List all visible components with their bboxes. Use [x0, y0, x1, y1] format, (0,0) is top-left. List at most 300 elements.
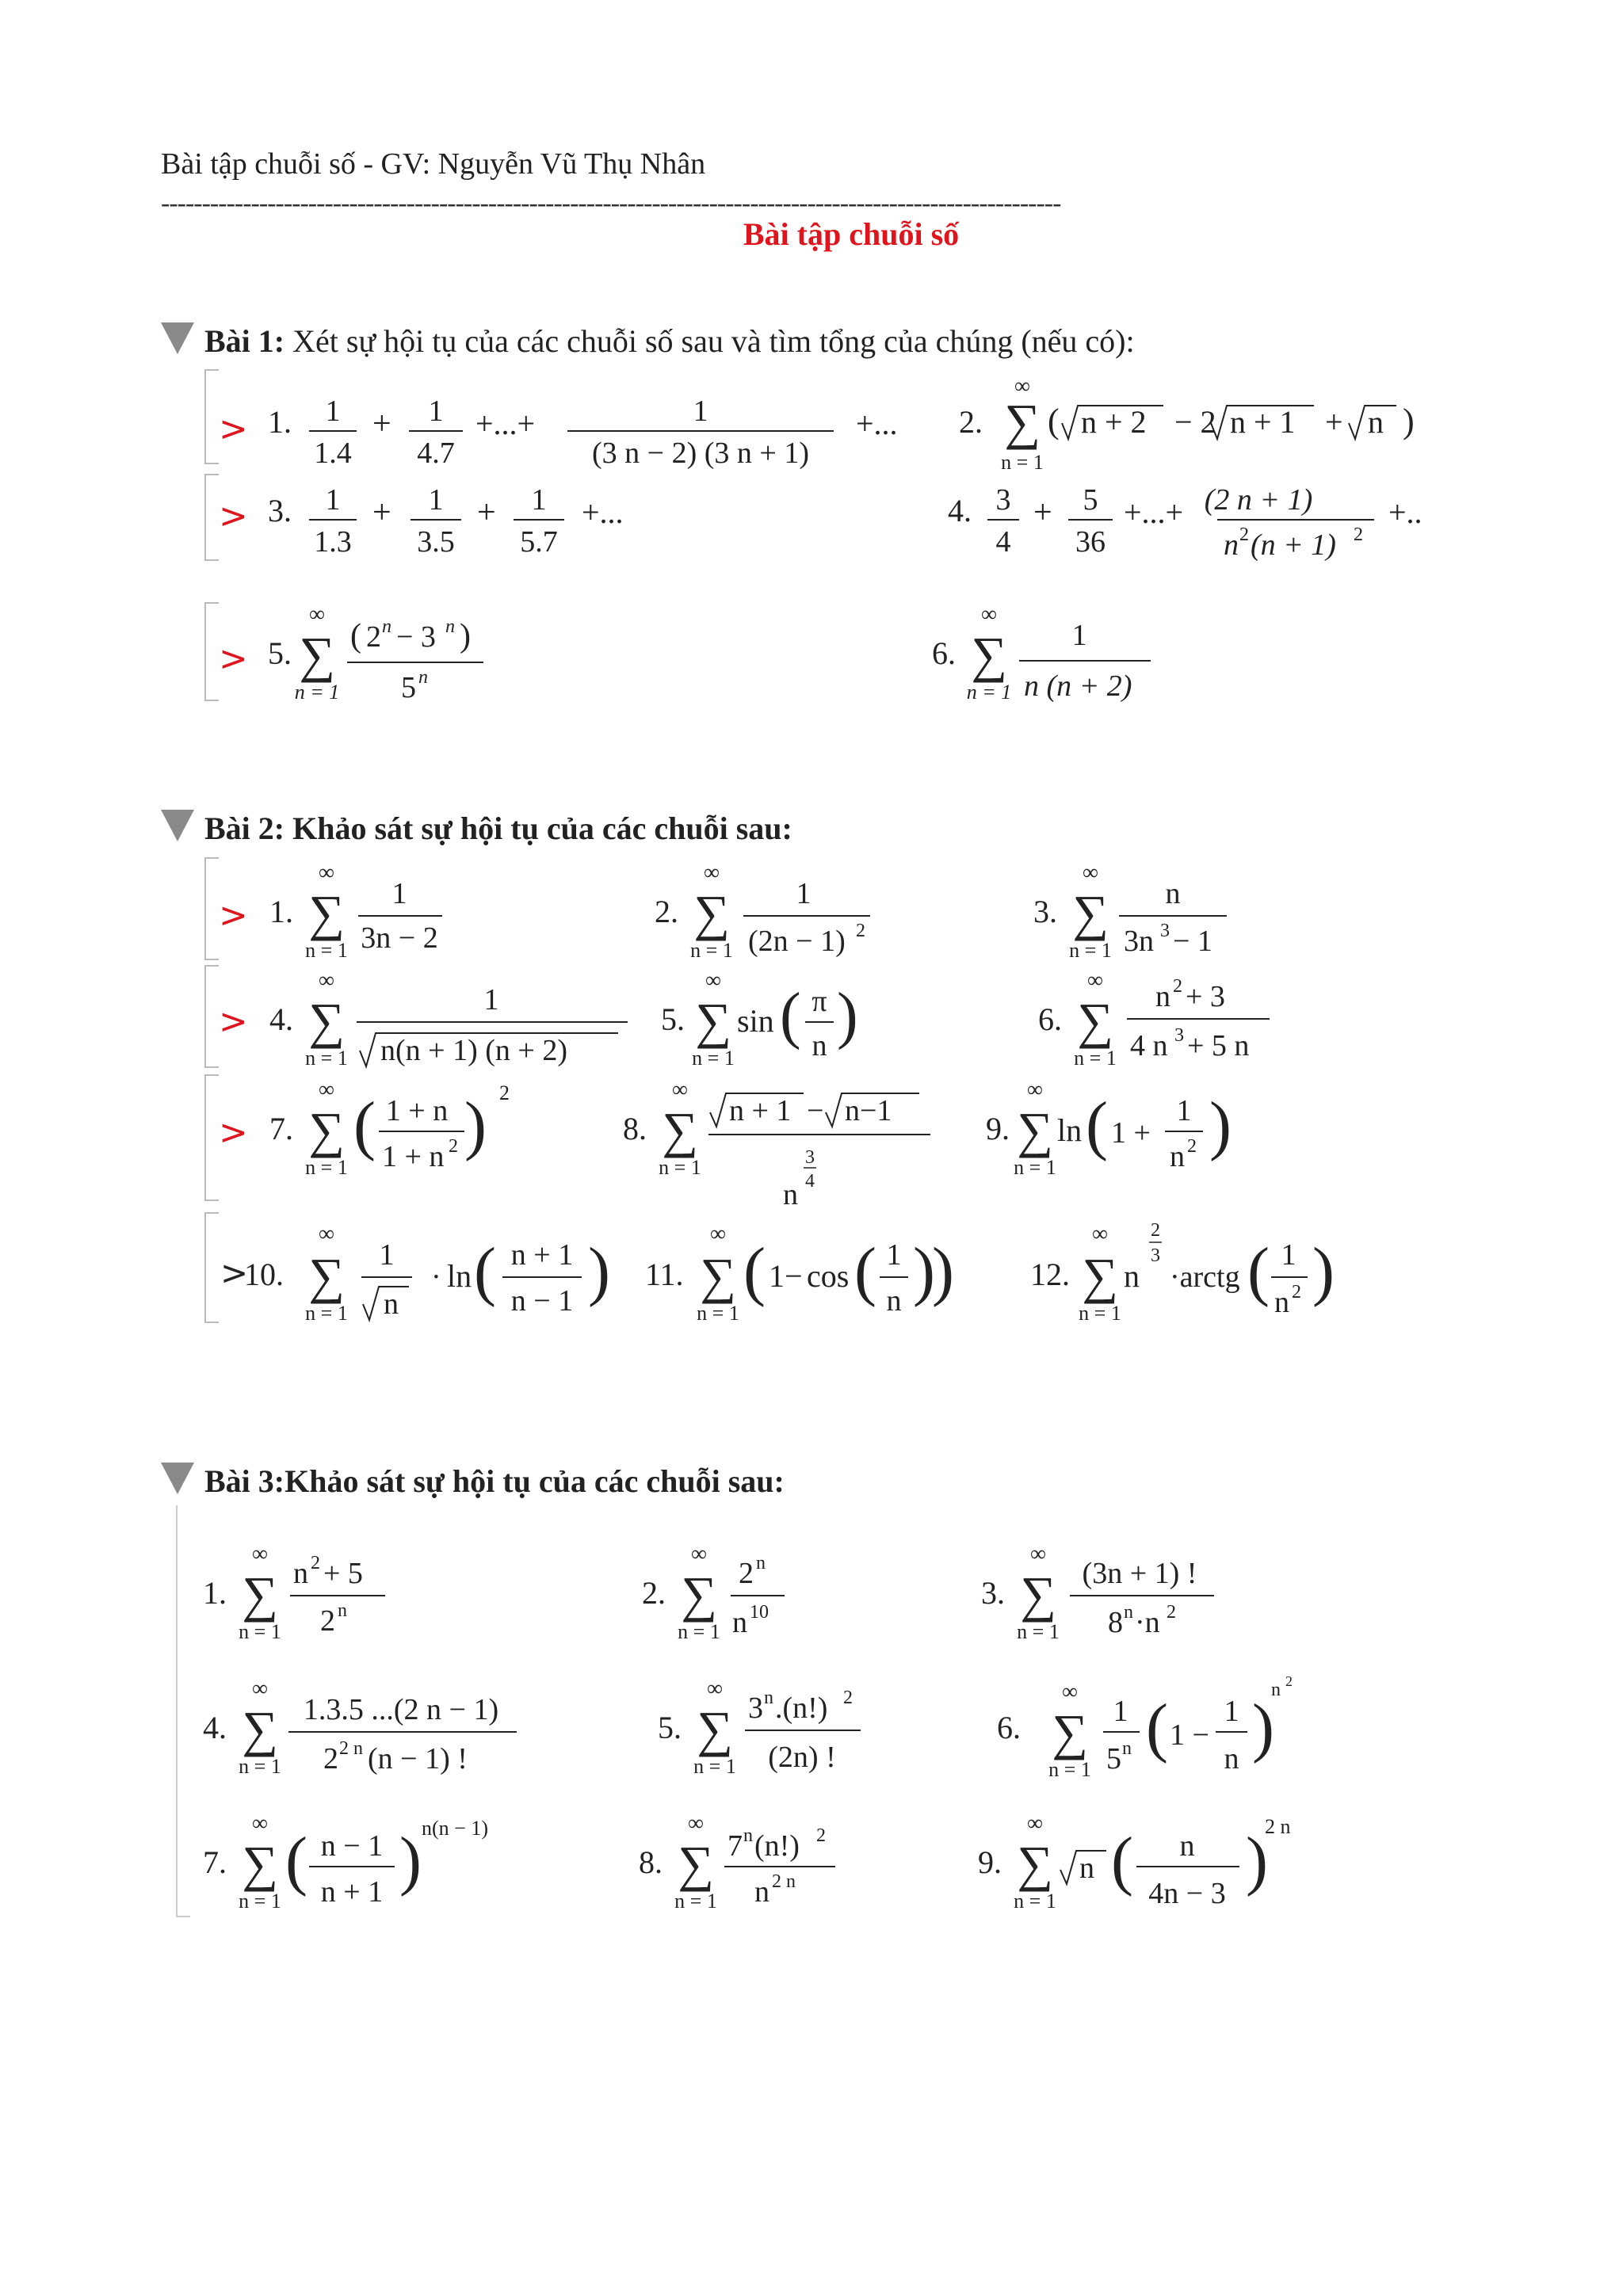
sum-lower-limit: n = 1	[692, 1047, 735, 1070]
exercise-number: 1.	[268, 404, 292, 440]
summation-sign: ∑	[695, 993, 731, 1049]
exercise-2-5	[661, 968, 867, 1074]
sum-lower-limit: n = 1	[678, 1620, 720, 1643]
summation-sign: ∑	[308, 1102, 345, 1158]
fraction-numerator: 1	[391, 877, 407, 910]
exponent: n	[445, 616, 455, 637]
sum-upper-limit: ∞	[704, 860, 720, 885]
paren-right: )	[932, 1234, 954, 1308]
function-name: cos	[807, 1258, 850, 1294]
sum-upper-limit: ∞	[710, 1222, 726, 1246]
fraction-numerator: 1	[428, 483, 444, 517]
denominator-part: n	[754, 1875, 769, 1909]
exercise-number: 2.	[655, 894, 678, 929]
sum-lower-limit: n = 1	[674, 1890, 717, 1913]
exponent: 2	[1187, 1136, 1197, 1157]
exercise-number: 3.	[1033, 894, 1057, 929]
fraction-denominator: n − 1	[510, 1284, 574, 1318]
sum-upper-limit: ∞	[691, 1542, 707, 1566]
function-name: ln	[447, 1258, 472, 1294]
numerator-part: 3	[748, 1691, 763, 1725]
radicand: n + 1	[1230, 404, 1296, 440]
one-plus: 1 +	[1111, 1116, 1151, 1150]
collapse-triangle-icon[interactable]	[161, 810, 194, 841]
exercise-3-7	[203, 1811, 520, 1925]
denominator-part: n	[732, 1606, 747, 1639]
summation-sign: ∑	[1020, 1566, 1056, 1623]
exercise-number: 3.	[268, 493, 292, 528]
fraction-numerator: 1	[1281, 1238, 1296, 1272]
exponent: n	[338, 1600, 347, 1621]
sum-upper-limit: ∞	[707, 1676, 723, 1701]
exponent: n	[756, 1553, 766, 1573]
sum-lower-limit: n = 1	[305, 1156, 348, 1179]
section-3-title: Bài 3:Khảo sát sự hội tụ của các chuỗi sau:	[204, 1463, 785, 1499]
sum-upper-limit: ∞	[1030, 1542, 1046, 1566]
exponent: n	[743, 1825, 753, 1846]
ellipsis-term: +...+	[475, 406, 536, 441]
radicand: n	[1079, 1852, 1094, 1885]
paren-left: (	[474, 1234, 496, 1308]
sum-upper-limit: ∞	[1087, 968, 1103, 993]
sum-lower-limit: n = 1	[966, 681, 1012, 704]
one-minus: 1−	[769, 1258, 803, 1294]
fraction-denominator: (2n) !	[768, 1741, 836, 1774]
exercise-number: 7.	[203, 1844, 227, 1880]
sum-lower-limit: n = 1	[1014, 1156, 1056, 1179]
exercise-number: 4.	[948, 493, 972, 528]
sum-lower-limit: n = 1	[1079, 1302, 1121, 1325]
fraction-numerator: 1	[1176, 1094, 1192, 1127]
exercise-number: 1.	[269, 894, 293, 929]
paren-right: )	[460, 618, 471, 654]
sum-lower-limit: n = 1	[697, 1302, 739, 1325]
ellipsis-term: +...	[856, 406, 898, 441]
denominator-part: 4 n	[1130, 1029, 1168, 1062]
minus-sign: −	[807, 1094, 824, 1127]
exercise-1-1	[268, 387, 918, 482]
paren-left: (	[743, 1234, 766, 1308]
fraction-denominator: n (n + 2)	[1024, 669, 1132, 703]
exercise-2-11	[645, 1217, 962, 1336]
exercise-3-6	[997, 1673, 1298, 1791]
exercise-number: 9.	[978, 1844, 1002, 1880]
summation-sign: ∑	[693, 885, 730, 941]
paren-left: (	[1086, 1089, 1108, 1162]
exponent: 2	[1239, 524, 1249, 545]
exercise-2-8	[623, 1077, 972, 1223]
numerator-part: + 5	[323, 1557, 363, 1590]
exercise-1-6	[932, 602, 1217, 708]
paren-right: )	[464, 1089, 487, 1162]
exponent: n	[764, 1688, 773, 1708]
paren-left: (	[1048, 402, 1060, 441]
exercise-3-5	[658, 1676, 896, 1783]
exercise-1-5	[268, 602, 537, 708]
exponent-numerator: 3	[805, 1147, 815, 1168]
numerator-part: 2	[739, 1557, 754, 1590]
exercise-2-6	[1038, 968, 1292, 1074]
section-1-title	[204, 322, 1135, 360]
fraction-numerator: 1	[1224, 1695, 1239, 1728]
collapse-triangle-icon[interactable]	[161, 1463, 194, 1494]
exponent: n	[1124, 1602, 1133, 1623]
sum-upper-limit: ∞	[252, 1542, 268, 1566]
exercise-2-1	[269, 860, 460, 967]
radicand: n + 1	[729, 1094, 792, 1127]
summation-sign: ∑	[971, 627, 1007, 683]
denominator-part: 2	[320, 1604, 335, 1638]
summation-sign: ∑	[700, 1248, 736, 1304]
fraction-denominator: n	[886, 1284, 902, 1318]
fraction-numerator: 1.3.5 ...(2 n − 1)	[303, 1693, 499, 1726]
numerator-part: (n!)	[754, 1829, 800, 1863]
function-name: ·arctg	[1170, 1261, 1240, 1294]
numerator-part: .(n!)	[775, 1691, 828, 1725]
fraction-numerator: (2 n + 1)	[1204, 483, 1313, 517]
base: n	[1124, 1258, 1140, 1294]
summation-sign: ∑	[1082, 1248, 1118, 1304]
fraction-denominator: n + 1	[320, 1875, 384, 1909]
summation-sign: ∑	[681, 1566, 717, 1623]
section-1-text: Xét sự hội tụ của các chuỗi số sau và tìm tổng của chúng (nếu có):	[285, 323, 1135, 359]
exercise-number: 5.	[661, 1001, 685, 1037]
fraction-numerator: n	[1165, 877, 1181, 910]
exponent: 2 n	[772, 1871, 796, 1892]
paren-right: )	[837, 981, 858, 1051]
numerator-part: 2	[366, 620, 381, 654]
fraction-numerator: π	[812, 985, 827, 1018]
denominator-part: + 5 n	[1187, 1029, 1250, 1062]
fraction-numerator: 5	[1083, 483, 1098, 517]
fraction-numerator: n + 1	[510, 1238, 574, 1272]
denominator-part: n	[1224, 528, 1239, 562]
exercise-marker: >	[219, 496, 248, 536]
exercise-marker: >	[219, 1112, 248, 1153]
summation-sign: ∑	[1017, 1836, 1053, 1892]
exponent: 2	[311, 1553, 320, 1573]
fraction-numerator: 1	[325, 395, 341, 428]
summation-sign: ∑	[1077, 993, 1113, 1049]
exercise-number: 10.	[244, 1257, 284, 1292]
paren-right-inner: )	[913, 1234, 935, 1308]
exercise-1-4	[948, 475, 1455, 578]
summation-sign: ∑	[242, 1566, 278, 1623]
denominator-part: 8	[1108, 1606, 1123, 1639]
paren-left: (	[353, 1089, 376, 1162]
fraction-numerator: 1	[1113, 1695, 1128, 1728]
plus-sign: +	[477, 494, 496, 531]
exponent: n	[418, 667, 428, 688]
exponent: n	[1122, 1738, 1132, 1759]
exercise-number: 6.	[997, 1710, 1021, 1745]
sum-upper-limit: ∞	[319, 1077, 334, 1102]
exponent: 2	[1173, 976, 1182, 997]
fraction-numerator: (3n + 1) !	[1082, 1557, 1197, 1590]
fraction-denominator: 4	[995, 525, 1011, 559]
exponent: 2	[1167, 1602, 1176, 1623]
plus-sign: +	[372, 406, 391, 442]
denominator-part: 2	[323, 1742, 338, 1775]
sum-lower-limit: n = 1	[1001, 451, 1044, 474]
summation-sign: ∑	[242, 1701, 278, 1757]
summation-sign: ∑	[308, 1248, 345, 1304]
sum-upper-limit: ∞	[672, 1077, 688, 1102]
fraction-numerator: 1	[886, 1238, 902, 1272]
sum-lower-limit: n = 1	[1017, 1620, 1060, 1643]
fraction-numerator: 1	[531, 483, 547, 517]
paren-left: (	[1247, 1234, 1270, 1308]
exercise-number: 4.	[269, 1001, 293, 1037]
sum-upper-limit: ∞	[688, 1811, 704, 1836]
sum-upper-limit: ∞	[252, 1811, 268, 1836]
fraction-numerator: 1	[1071, 619, 1087, 652]
sum-upper-limit: ∞	[1062, 1680, 1078, 1704]
section-1-label: Bài 1:	[204, 323, 285, 359]
sum-lower-limit: n = 1	[1048, 1758, 1091, 1781]
exercise-number: 3.	[981, 1575, 1005, 1611]
sum-upper-limit: ∞	[319, 860, 334, 885]
fraction-numerator: 1 + n	[385, 1094, 449, 1127]
summation-sign: ∑	[662, 1102, 698, 1158]
fraction-denominator: 3.5	[417, 525, 455, 559]
one-minus: 1 −	[1170, 1718, 1209, 1752]
exercise-number: 5.	[658, 1710, 682, 1745]
paren-right: )	[588, 1234, 610, 1308]
exercise-2-7	[269, 1077, 539, 1192]
sum-lower-limit: n = 1	[1069, 939, 1112, 962]
ellipsis-term: +...	[582, 494, 624, 530]
fraction-numerator: 1	[428, 395, 444, 428]
sum-upper-limit: ∞	[319, 1222, 334, 1246]
outer-exponent: 2 n	[1265, 1815, 1291, 1838]
numerator-part: 7	[727, 1829, 743, 1863]
fraction-denominator: 1.4	[314, 437, 352, 470]
exercise-number: 8.	[639, 1844, 663, 1880]
exercise-2-10	[244, 1217, 632, 1336]
plus-sign: +	[1325, 404, 1343, 440]
exercise-3-8	[639, 1811, 861, 1917]
radicand: n−1	[845, 1094, 892, 1127]
exponent: 2	[1292, 1282, 1301, 1302]
section-3-guide-tick	[176, 1916, 190, 1917]
exercise-marker: >	[219, 409, 248, 449]
exercise-number: 12.	[1030, 1257, 1070, 1292]
summation-sign: ∑	[308, 885, 345, 941]
exercise-number: 6.	[932, 635, 956, 671]
sum-upper-limit: ∞	[981, 602, 997, 627]
fraction-numerator: 1	[693, 395, 708, 428]
fraction-denominator: 3n − 2	[361, 921, 438, 955]
exercise-3-1	[203, 1542, 409, 1648]
radicand: n	[1368, 404, 1384, 440]
outer-exponent: n	[1271, 1680, 1281, 1700]
denominator-part: (2n − 1)	[748, 925, 846, 958]
summation-sign: ∑	[1004, 394, 1041, 450]
fraction-numerator: 1	[796, 877, 812, 910]
fraction-denominator: 4.7	[417, 437, 455, 470]
numerator-part: + 3	[1186, 980, 1225, 1013]
exponent: 2 n	[339, 1738, 363, 1759]
exponent: 3	[1160, 921, 1170, 941]
exercise-2-2	[655, 860, 892, 967]
denominator-part: 3n	[1124, 925, 1154, 958]
exercise-number: 6.	[1038, 1001, 1062, 1037]
dot-operator: ·	[431, 1261, 441, 1294]
exercise-number: 11.	[645, 1257, 684, 1292]
document-title: Bài tập chuỗi số	[743, 216, 960, 252]
denominator-part: (n − 1) !	[368, 1742, 468, 1775]
exercise-3-3	[981, 1542, 1235, 1648]
section-3-guide-line	[176, 1505, 178, 1917]
summation-sign: ∑	[1017, 1102, 1053, 1158]
sum-lower-limit: n = 1	[690, 939, 733, 962]
sum-upper-limit: ∞	[1027, 1811, 1043, 1836]
fraction-numerator: 1	[483, 983, 499, 1016]
fraction-denominator: 36	[1075, 525, 1106, 559]
radicand: n(n + 1) (n + 2)	[380, 1034, 567, 1067]
function-name: sin	[737, 1003, 774, 1039]
paren-left: (	[350, 618, 361, 654]
sum-upper-limit: ∞	[1083, 860, 1098, 885]
exercise-marker: >	[219, 895, 248, 936]
fraction-denominator: 4n − 3	[1148, 1877, 1226, 1910]
denominator-part: ·n	[1135, 1606, 1160, 1639]
fraction-denominator: n	[1224, 1742, 1239, 1775]
exponent: 2	[816, 1825, 826, 1846]
minus-term: − 2	[1174, 404, 1216, 440]
sum-lower-limit: n = 1	[305, 1302, 348, 1325]
exercise-group-bracket	[204, 1212, 222, 1323]
sum-upper-limit: ∞	[319, 968, 334, 993]
paren-right: )	[1246, 1824, 1268, 1897]
exercise-2-9	[986, 1077, 1255, 1192]
paren-left: (	[780, 981, 801, 1051]
exercise-number: 2.	[959, 404, 983, 440]
sum-lower-limit: n = 1	[239, 1620, 281, 1643]
radicand: n + 2	[1081, 404, 1147, 440]
denominator-part: 5	[1106, 1742, 1121, 1775]
exponent-numerator: 2	[1151, 1220, 1160, 1241]
exercise-number: 9.	[986, 1111, 1010, 1146]
exercise-number: 4.	[203, 1710, 227, 1745]
exercise-number: 8.	[623, 1111, 647, 1146]
summation-sign: ∑	[299, 627, 335, 683]
fraction-denominator: (3 n − 2) (3 n + 1)	[592, 437, 809, 470]
fraction-numerator: 3	[995, 483, 1011, 517]
exercise-number: 2.	[642, 1575, 666, 1611]
fraction-numerator: n	[1179, 1829, 1195, 1863]
sum-lower-limit: n = 1	[305, 939, 348, 962]
exercise-number: 1.	[203, 1575, 227, 1611]
exercise-number: 7.	[269, 1111, 293, 1146]
numerator-part: n	[293, 1557, 308, 1590]
plus-sign: +	[372, 494, 391, 531]
denominator-part: 1 + n	[382, 1140, 445, 1173]
exercise-2-3	[1033, 860, 1271, 967]
paren-left: (	[1146, 1691, 1168, 1764]
header-rule: --------------------------------------------------------------------------------------------------------------	[161, 189, 1061, 218]
function-name: ln	[1057, 1112, 1083, 1148]
paren-left-inner: (	[854, 1234, 876, 1308]
fraction-numerator: n − 1	[320, 1829, 384, 1863]
sum-lower-limit: n = 1	[239, 1755, 281, 1778]
sum-lower-limit: n = 1	[239, 1890, 281, 1913]
sum-lower-limit: n = 1	[1014, 1890, 1056, 1913]
denominator-part: (n + 1)	[1251, 528, 1336, 562]
exercise-2-4	[269, 968, 634, 1074]
summation-sign: ∑	[1052, 1704, 1088, 1760]
denominator-part: 5	[401, 671, 416, 704]
exponent-denominator: 4	[805, 1171, 815, 1192]
sum-lower-limit: n = 1	[1074, 1047, 1117, 1070]
summation-sign: ∑	[697, 1701, 733, 1757]
exercise-1-2	[959, 372, 1466, 483]
fraction-numerator: 1	[325, 483, 341, 517]
sum-upper-limit: ∞	[1092, 1222, 1108, 1246]
exponent: n	[382, 616, 391, 637]
exercise-marker: >	[219, 639, 248, 679]
sum-upper-limit: ∞	[1014, 374, 1030, 399]
exercise-3-4	[203, 1676, 536, 1783]
summation-sign: ∑	[242, 1836, 278, 1892]
sum-upper-limit: ∞	[705, 968, 721, 993]
sum-lower-limit: n = 1	[294, 681, 340, 704]
outer-exponent: n(n − 1)	[422, 1817, 488, 1840]
outer-exponent-power: 2	[1285, 1673, 1293, 1689]
exercise-marker: >	[220, 1253, 249, 1292]
exponent: 3	[1174, 1025, 1184, 1046]
summation-sign: ∑	[308, 993, 345, 1049]
denominator-part: n	[1274, 1286, 1289, 1319]
paren-left: (	[285, 1824, 307, 1897]
section-2-title: Bài 2: Khảo sát sự hội tụ của các chuỗi sau:	[204, 810, 792, 846]
collapse-triangle-icon[interactable]	[161, 322, 194, 354]
sum-lower-limit: n = 1	[305, 1047, 348, 1070]
outer-exponent: 2	[499, 1081, 510, 1104]
fraction-numerator: 1	[379, 1238, 395, 1272]
exponent: 2	[1354, 524, 1363, 545]
exercise-3-2	[642, 1542, 832, 1648]
exercise-1-3	[268, 475, 680, 563]
denominator-part: − 1	[1173, 925, 1212, 958]
fraction-denominator: 5.7	[520, 525, 558, 559]
exponent: 2	[843, 1688, 853, 1708]
summation-sign: ∑	[678, 1836, 714, 1892]
sum-upper-limit: ∞	[1027, 1077, 1043, 1102]
plus-sign: +	[1033, 494, 1052, 531]
denominator-part: n	[1170, 1140, 1185, 1173]
summation-sign: ∑	[1072, 885, 1109, 941]
exercise-marker: >	[219, 1001, 248, 1042]
exponent: 2	[449, 1136, 458, 1157]
sum-upper-limit: ∞	[309, 602, 325, 627]
page-header: Bài tập chuỗi số - GV: Nguyễn Vũ Thụ Nhân	[161, 147, 706, 181]
paren-right: )	[1403, 402, 1415, 441]
exercise-2-12	[1030, 1212, 1347, 1339]
sum-lower-limit: n = 1	[659, 1156, 701, 1179]
fraction-denominator: n	[812, 1029, 827, 1062]
exponent: 10	[750, 1602, 769, 1623]
paren-right: )	[1312, 1234, 1335, 1308]
paren-right: )	[399, 1824, 422, 1897]
ellipsis-term: +..	[1388, 494, 1423, 530]
ellipsis-term: +...+	[1124, 494, 1184, 530]
fraction-denominator: 1.3	[314, 525, 352, 559]
exponent-denominator: 3	[1151, 1245, 1160, 1266]
sum-upper-limit: ∞	[252, 1676, 268, 1701]
exponent: 2	[856, 921, 865, 941]
